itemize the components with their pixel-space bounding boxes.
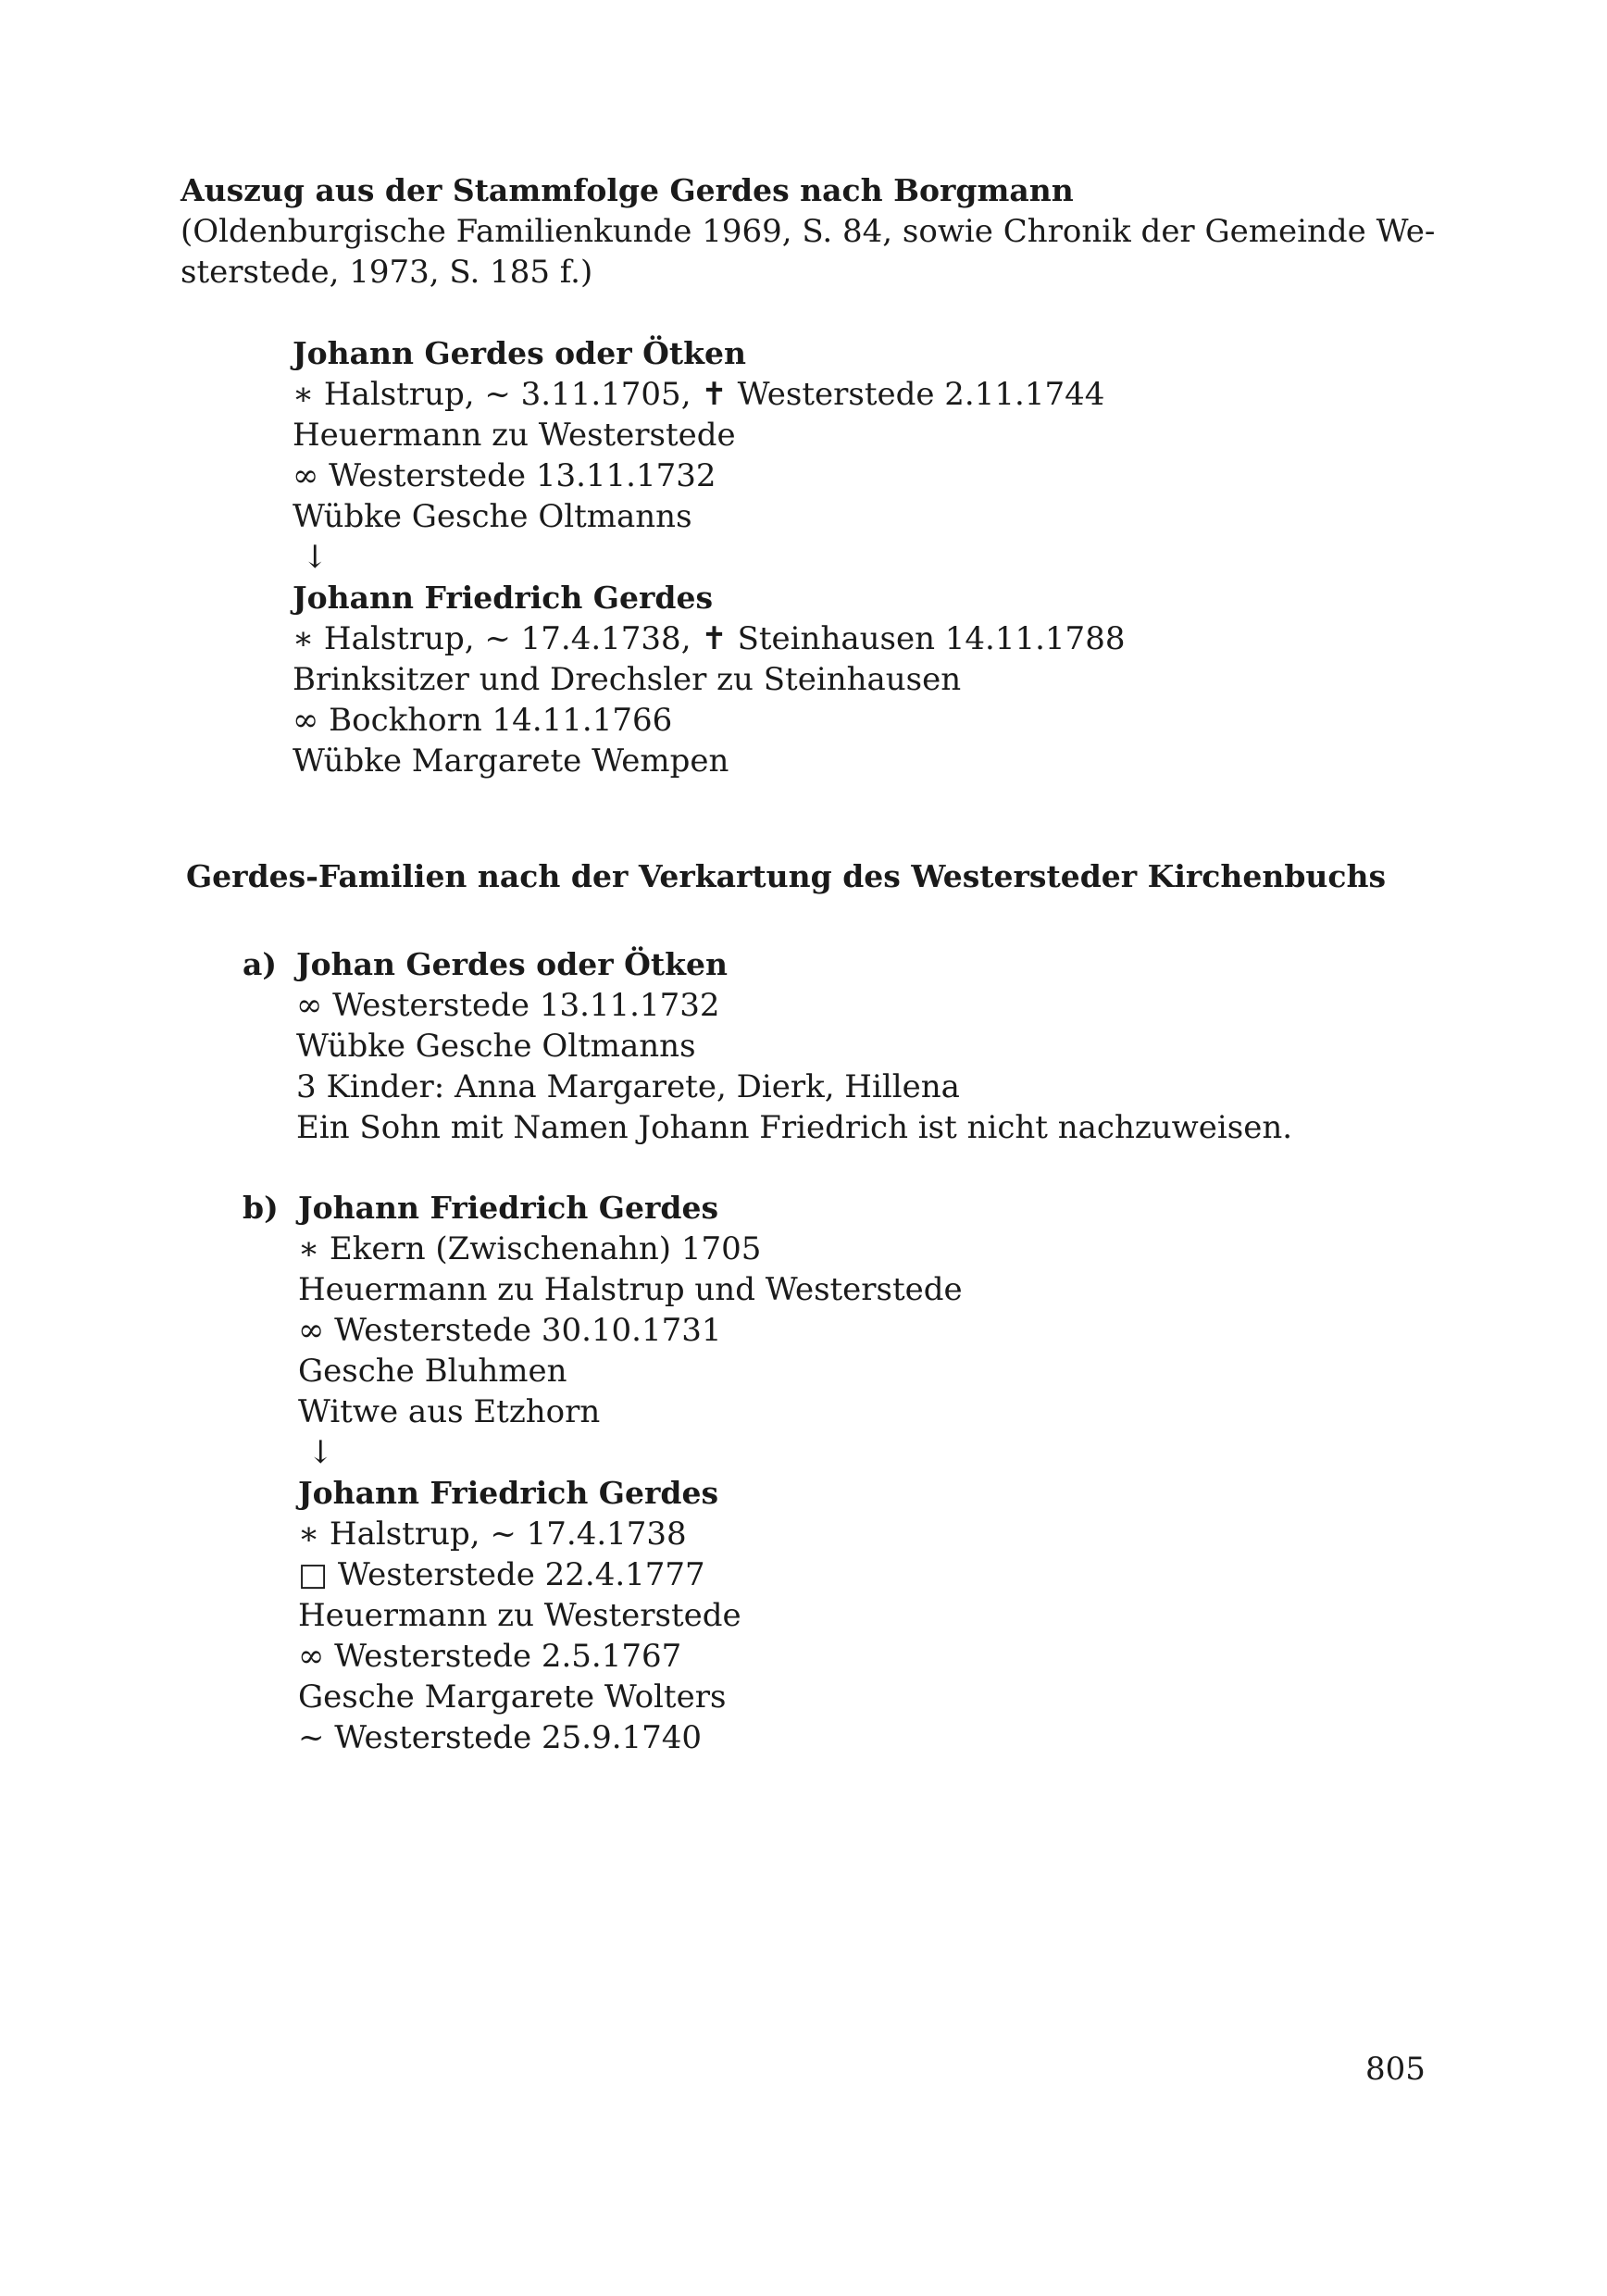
item-b-descent-arrow-icon: ↓	[307, 1434, 334, 1471]
section2-header	[186, 856, 1386, 897]
item-a-line-2: Wübke Gesche Oltmanns	[296, 1028, 696, 1065]
item-b-child-line-1: ∗ Halstrup, ~ 17.4.1738	[298, 1516, 687, 1553]
person1-line-1: ∗ Halstrup, ~ 3.11.1705, ✝ Westerstede 2.11.1744	[293, 376, 1105, 413]
item-b-label: b)	[243, 1190, 279, 1226]
item-b-child-line-6: ~ Westerstede 25.9.1740	[298, 1719, 703, 1756]
family-item-b	[243, 1188, 1353, 1758]
item-a-line-4: Ein Sohn mit Namen Johann Friedrich ist nicht nachzuweisen.	[296, 1109, 1293, 1146]
item-b-line-1: ∗ Ekern (Zwischenahn) 1705	[298, 1230, 762, 1267]
item-a-name: Johan Gerdes oder Ötken	[296, 946, 728, 982]
section1-lineage	[293, 333, 1125, 781]
person1-line-3: ∞ Westerstede 13.11.1732	[293, 457, 716, 494]
section1-source-line-2: sterstede, 1973, S. 185 f.)	[181, 254, 593, 291]
section1-title: Auszug aus der Stammfolge Gerdes nach Borgmann	[181, 172, 1074, 208]
page-number: 805	[1365, 2051, 1426, 2088]
descent-arrow-icon: ↓	[302, 539, 329, 576]
person1-line-4: Wübke Gesche Oltmanns	[293, 498, 692, 535]
section1-header	[181, 170, 1435, 293]
item-a-line-1: ∞ Westerstede 13.11.1732	[296, 987, 720, 1024]
item-b-line-3: ∞ Westerstede 30.10.1731	[298, 1312, 722, 1349]
section2-title: Gerdes-Familien nach der Verkartung des Westersteder Kirchenbuchs	[186, 858, 1387, 894]
section1-source-line-1: (Oldenburgische Familienkunde 1969, S. 84, sowie Chronik der Gemeinde We-	[181, 213, 1436, 250]
item-b-name: Johann Friedrich Gerdes	[298, 1190, 719, 1226]
person1-name: Johann Gerdes oder Ötken	[293, 335, 746, 371]
item-b-child-line-2: □ Westerstede 22.4.1777	[298, 1556, 705, 1593]
item-a-label: a)	[243, 946, 277, 982]
person2-line-2: Brinksitzer und Drechsler zu Steinhausen	[293, 661, 962, 698]
person2-line-4: Wübke Margarete Wempen	[293, 742, 729, 780]
person2-line-3: ∞ Bockhorn 14.11.1766	[293, 702, 673, 739]
item-b-line-2: Heuermann zu Halstrup und Westerstede	[298, 1271, 963, 1308]
item-b-child-line-5: Gesche Margarete Wolters	[298, 1678, 727, 1716]
person2-name: Johann Friedrich Gerdes	[293, 580, 714, 616]
item-b-line-5: Witwe aus Etzhorn	[298, 1393, 601, 1430]
person1-line-2: Heuermann zu Westerstede	[293, 417, 736, 454]
item-b-line-4: Gesche Bluhmen	[298, 1353, 567, 1390]
family-item-a	[243, 944, 1353, 1148]
person2-line-1: ∗ Halstrup, ~ 17.4.1738, ✝ Steinhausen 14.11.1788	[293, 620, 1126, 657]
item-b-child-line-3: Heuermann zu Westerstede	[298, 1597, 741, 1634]
item-a-line-3: 3 Kinder: Anna Margarete, Dierk, Hillena	[296, 1068, 960, 1105]
item-b-child-name: Johann Friedrich Gerdes	[298, 1475, 719, 1511]
item-b-child-line-4: ∞ Westerstede 2.5.1767	[298, 1638, 682, 1675]
